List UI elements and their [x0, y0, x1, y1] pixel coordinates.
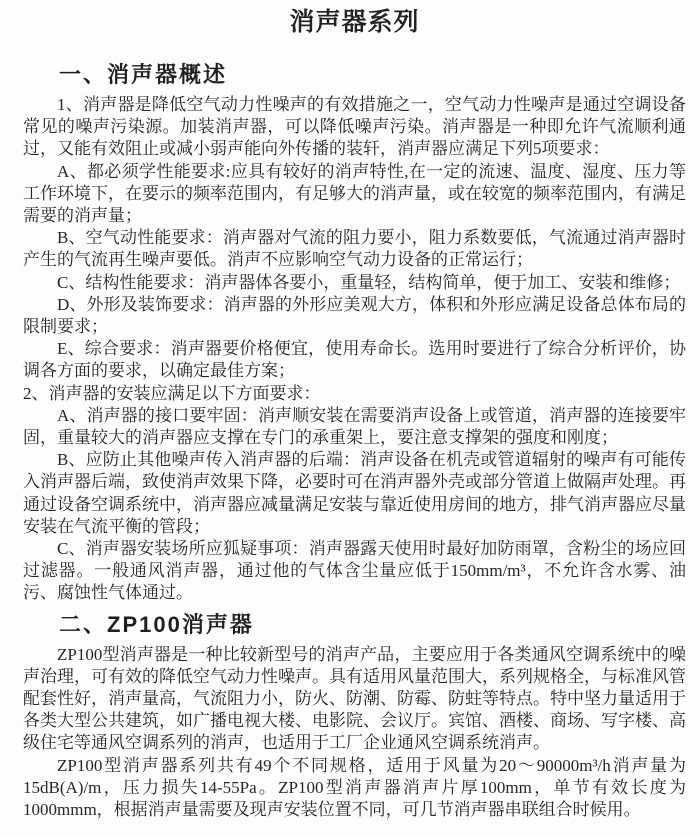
paragraph: ZP100型消声器是一种比较新型号的消声产品，主要应用于各类通风空调系统中的噪声治理，可有效的降低空气动力性噪声。具有适用风量范围大，系列规格全，与标准风管配套性好，消声量高，气流阻力小，防火、防潮、防霉、防蛀等特点。特中坚力量适用于各类大型公共建筑，如广播电视大楼、电影院、会议厅。宾馆、酒楼、商场、写字楼、高级住宅等通风空调系列的消声，也适用于工厂企业通风空调系统消声。 — [23, 644, 686, 753]
section-heading-overview: 一、消声器概述 — [59, 62, 228, 87]
paragraph: C、消声器安装场所应狐疑事项：消声器露天使用时最好加防雨罩，含粉尘的场应回过滤器。一般通风消声器，通过他的气体含尘量应低于150mm/m³，不允许含水雾、油污、腐蚀性气体通过。 — [23, 539, 686, 603]
paragraph: 1、消声器是降低空气动力性噪声的有效措施之一，空气动力性噪声是通过空调设备常见的噪声污染源。加装消声器，可以降低噪声污染。消声器是一种即允许气流顺利通过，又能有效阻止或减小弱声能向外传播的装轩，消声器应满足下列5项要求： — [23, 95, 686, 159]
page-title: 消声器系列 — [289, 8, 420, 36]
paragraph: E、综合要求：消声器要价格便宜，使用寿命长。选用时要进行了综合分析评价，协调各方面的要求，以确定最佳方案； — [23, 339, 686, 381]
section-heading-zp100: 二、ZP100消声器 — [59, 611, 254, 637]
paragraph: B、应防止其他噪声传入消声器的后端：消声设备在机壳或管道辐射的噪声有可能传入消声器后端，致使消声效果下降，必要时可在消声器外壳或部分管道上做隔声处理。再通过设备空调系统中，消声器应减量满足安装与靠近使用房间的地方，排气消声器应尽量安装在气流平衡的管段； — [23, 450, 686, 536]
paragraph: A、都必须学性能要求:应具有较好的消声特性,在一定的流速、温度、湿度、压力等工作环境下，在要示的频率范围内，有足够大的消声量，或在较宽的频率范围内，有满足需要的消声量； — [23, 161, 686, 226]
paragraph: ZP100型消声器系列共有49个不同规格，适用于风量为20～90000m³/h消声量为15dB(A)/m，压力损失14-55Pa。ZP100型消声器消声片厚100mm，单节有效长度为1000mmm，根据消声量需要及现声安装位置不同，可几节消声器串联组合时候用。 — [23, 755, 686, 820]
paragraph: 2、消声器的安装应满足以下方面要求： — [23, 383, 321, 403]
paragraph: A、消声器的接口要牢固：消声顺安装在需要消声设备上或管道，消声器的连接要牢固，重量较大的消声器应支撑在专门的承重架上，要注意支撑架的强度和刚度； — [23, 405, 686, 448]
paragraph: B、空气动性能要求：消声器对气流的阻力要小，阻力系数要低，气流通过消声器时产生的气流再生噪声要低。消声不应影响空气动力设备的正常运行； — [23, 228, 686, 270]
paragraph: D、外形及装饰要求：消声器的外形应美观大方，体积和外形应满足设备总体布局的限制要求； — [23, 294, 686, 337]
paragraph: C、结构性能要求：消声器体各要小，重量轻，结构简单，便于加工、安装和维修； — [57, 272, 681, 292]
